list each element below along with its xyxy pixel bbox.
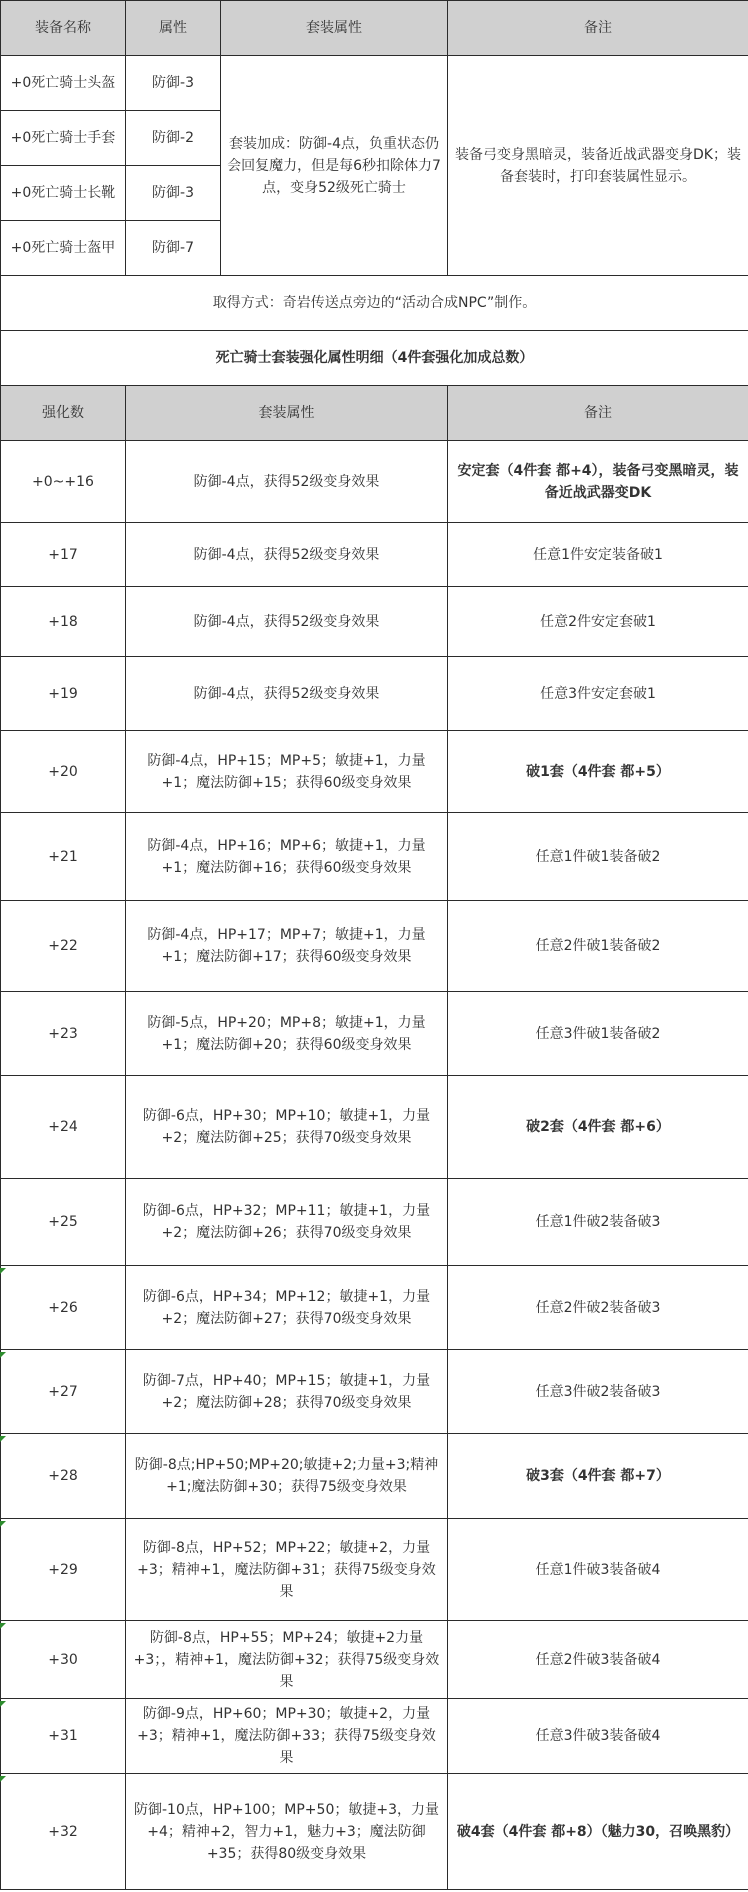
equipment-attribute: 防御-2 [126,111,221,166]
cell-comment-marker [0,1623,6,1629]
cell-comment-marker [0,1701,6,1707]
enhance-note: 任意1件安定装备破1 [448,523,748,587]
enhance-row [1,1519,748,1621]
enhance-attribute: 防御-9点，HP+60；MP+30；敏捷+2，力量+3；精神+1，魔法防御+33；获得75级变身效果 [126,1699,448,1774]
enhance-row [1,587,748,657]
equipment-attribute: 防御-3 [126,56,221,111]
enhance-note: 任意3件破3装备破4 [448,1699,748,1774]
equipment-name: +0死亡骑士长靴 [1,166,126,221]
set-note-text: 装备弓变身黑暗灵，装备近战武器变身DK；装备套装时，打印套装属性显示。 [448,56,748,276]
enhance-attribute: 防御-8点，HP+52；MP+22；敏捷+2，力量+3；精神+1，魔法防御+31；获得75级变身效果 [126,1519,448,1621]
enhance-row [1,1621,748,1699]
enhance-level: +22 [1,901,126,992]
enhance-level: +19 [1,657,126,731]
enhance-row [1,1179,748,1266]
enhance-note: 任意3件破1装备破2 [448,992,748,1076]
header-enhance-level: 强化数 [1,386,126,441]
enhance-level: +0~+16 [1,441,126,523]
enhance-level: +26 [1,1266,126,1350]
enhance-note: 破1套（4件套 都+5） [448,731,748,813]
enhance-attribute: 防御-4点，HP+16；MP+6；敏捷+1，力量+1；魔法防御+16；获得60级变身效果 [126,813,448,901]
enhance-note: 任意1件破3装备破4 [448,1519,748,1621]
enhance-attribute: 防御-4点，HP+17；MP+7；敏捷+1，力量+1；魔法防御+17；获得60级变身效果 [126,901,448,992]
enhance-attribute: 防御-10点，HP+100；MP+50；敏捷+3，力量+4；精神+2，智力+1，魅力+3；魔法防御+35；获得80级变身效果 [126,1774,448,1890]
enhance-table [0,385,748,1890]
enhance-table-title: 死亡骑士套装强化属性明细（4件套强化加成总数） [1,331,748,386]
enhance-level: +23 [1,992,126,1076]
enhance-attribute: 防御-4点，获得52级变身效果 [126,587,448,657]
enhance-note: 任意3件破2装备破3 [448,1350,748,1434]
enhance-attribute: 防御-8点，HP+55；MP+24；敏捷+2力量+3；，精神+1，魔法防御+32；获得75级变身效果 [126,1621,448,1699]
equipment-attribute: 防御-3 [126,166,221,221]
enhance-level: +30 [1,1621,126,1699]
enhance-note: 破2套（4件套 都+6） [448,1076,748,1179]
enhance-attribute: 防御-7点，HP+40；MP+15；敏捷+1，力量+2；魔法防御+28；获得70级变身效果 [126,1350,448,1434]
enhance-attribute: 防御-6点，HP+30；MP+10；敏捷+1，力量+2；魔法防御+25；获得70级变身效果 [126,1076,448,1179]
enhance-note: 安定套（4件套 都+4），装备弓变黑暗灵，装备近战武器变DK [448,441,748,523]
enhance-row [1,1699,748,1774]
enhance-level: +32 [1,1774,126,1890]
header-enhance-attribute: 套装属性 [126,386,448,441]
cell-comment-marker [0,1521,6,1527]
header-equipment-name: 装备名称 [1,1,126,56]
enhance-level: +24 [1,1076,126,1179]
cell-comment-marker [0,1268,6,1274]
enhance-note: 破3套（4件套 都+7） [448,1434,748,1519]
enhance-row [1,731,748,813]
enhance-note: 任意2件破3装备破4 [448,1621,748,1699]
enhance-level: +18 [1,587,126,657]
header-note: 备注 [448,1,748,56]
enhance-attribute: 防御-4点，HP+15；MP+5；敏捷+1，力量+1；魔法防御+15；获得60级变身效果 [126,731,448,813]
header-enhance-note: 备注 [448,386,748,441]
header-attribute: 属性 [126,1,221,56]
enhance-row [1,1434,748,1519]
cell-comment-marker [0,1436,6,1442]
enhance-level: +31 [1,1699,126,1774]
enhance-attribute: 防御-4点，获得52级变身效果 [126,657,448,731]
set-table-header-row [1,1,748,56]
enhance-row [1,1076,748,1179]
enhance-row [1,901,748,992]
enhance-title-row [1,331,748,386]
acquire-row [1,276,748,331]
enhance-level: +21 [1,813,126,901]
enhance-row [1,813,748,901]
equipment-row [1,56,748,111]
enhance-note: 任意2件破1装备破2 [448,901,748,992]
set-table [0,0,748,386]
equipment-name: +0死亡骑士手套 [1,111,126,166]
cell-comment-marker [0,1776,6,1782]
enhance-level: +27 [1,1350,126,1434]
header-set-attribute: 套装属性 [221,1,448,56]
set-bonus-text: 套装加成：防御-4点，负重状态仍会回复魔力，但是每6秒扣除体力7点，变身52级死亡骑士 [221,56,448,276]
enhance-level: +25 [1,1179,126,1266]
enhance-note: 破4套（4件套 都+8）（魅力30，召唤黑豹） [448,1774,748,1890]
enhance-row [1,1266,748,1350]
enhance-level: +28 [1,1434,126,1519]
enhance-note: 任意1件破1装备破2 [448,813,748,901]
enhance-row [1,992,748,1076]
enhance-level: +29 [1,1519,126,1621]
enhance-header-row [1,386,748,441]
enhance-row [1,1350,748,1434]
equipment-attribute: 防御-7 [126,221,221,276]
equipment-name: +0死亡骑士头盔 [1,56,126,111]
enhance-level: +17 [1,523,126,587]
enhance-note: 任意2件破2装备破3 [448,1266,748,1350]
enhance-row [1,523,748,587]
enhance-attribute: 防御-8点;HP+50;MP+20;敏捷+2;力量+3;精神+1;魔法防御+30；获得75级变身效果 [126,1434,448,1519]
enhance-attribute: 防御-6点，HP+32；MP+11；敏捷+1，力量+2；魔法防御+26；获得70级变身效果 [126,1179,448,1266]
enhance-note: 任意3件安定套破1 [448,657,748,731]
enhance-note: 任意1件破2装备破3 [448,1179,748,1266]
enhance-attribute: 防御-4点，获得52级变身效果 [126,441,448,523]
enhance-level: +20 [1,731,126,813]
enhance-row [1,1774,748,1890]
cell-comment-marker [0,1352,6,1358]
equipment-name: +0死亡骑士盔甲 [1,221,126,276]
enhance-attribute: 防御-4点，获得52级变身效果 [126,523,448,587]
enhance-row [1,657,748,731]
enhance-attribute: 防御-6点，HP+34；MP+12；敏捷+1，力量+2；魔法防御+27；获得70级变身效果 [126,1266,448,1350]
enhance-note: 任意2件安定套破1 [448,587,748,657]
enhance-attribute: 防御-5点，HP+20；MP+8；敏捷+1，力量+1；魔法防御+20；获得60级变身效果 [126,992,448,1076]
enhance-row [1,441,748,523]
acquire-method: 取得方式：奇岩传送点旁边的“活动合成NPC”制作。 [1,276,748,331]
